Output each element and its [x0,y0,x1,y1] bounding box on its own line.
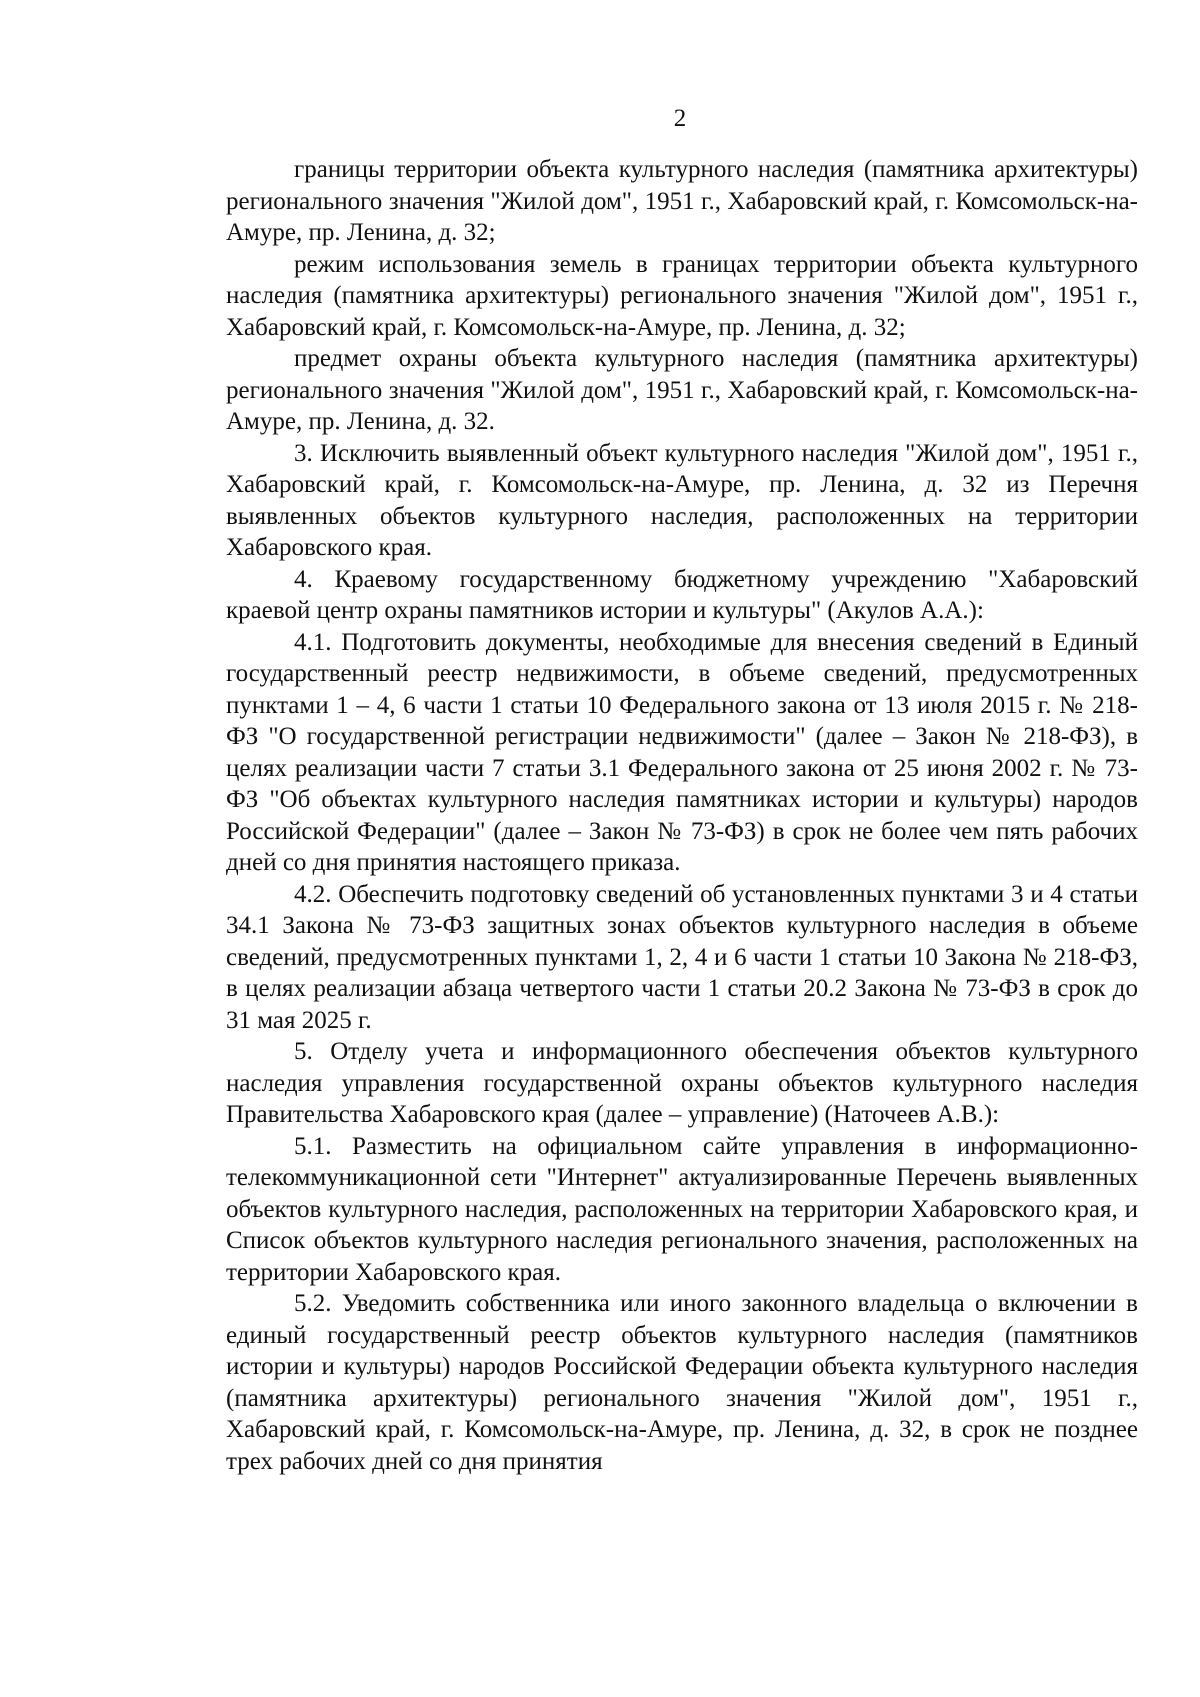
paragraph-land-use-regime: режим использования земель в границах территории объекта культурного наследия (памятника архитектуры) регионального значения "Жилой дом", 1951 г., Хабаровский край, г. Комсомольск-на-Амуре, пр. Ленина, д. 32; [226,250,1138,341]
paragraph-protection-subject: предмет охраны объекта культурного наследия (памятника архитектуры) регионального значения "Жилой дом", 1951 г., Хабаровский край, г. Комсомольск-на-Амуре, пр. Ленина, д. 32. [226,345,1138,435]
paragraph-item-4: 4. Краевому государственному бюджетному учреждению "Хабаровский краевой центр охраны памятников истории и культуры" (Акулов А.А.): [226,565,1138,624]
paragraph-item-4-1: 4.1. Подготовить документы, необходимые для внесения сведений в Единый государственный реестр недвижимости, в объеме сведений, предусмотренных пунктами 1 – 4, 6 части 1 статьи 10 Федерального закона от 13 июля 2015 г. № 218-ФЗ "О государственной регистрации недвижимости" (далее – Закон № 218-ФЗ), в целях реализации части 7 статьи 3.1 Федерального закона от 25 июня 2002 г. № 73-ФЗ "Об объектах культурного наследия памятниках истории и культуры) народов Российской Федерации" (далее – Закон № 73-ФЗ) в срок не более чем пять рабочих дней со дня принятия настоящего приказа. [226,628,1138,876]
document-body [226,154,1138,1477]
page-number: 2 [673,105,687,132]
paragraph-item-5-2: 5.2. Уведомить собственника или иного законного владельца о включении в единый государственный реестр объектов культурного наследия (памятников истории и культуры) народов Российской Федерации объекта культурного наследия (памятника архитектуры) регионального значения "Жилой дом", 1951 г., Хабаровский край, г. Комсомольск-на-Амуре, пр. Ленина, д. 32, в срок не позднее трех рабочих дней со дня принятия [226,1290,1138,1475]
paragraph-territory-boundaries: границы территории объекта культурного наследия (памятника архитектуры) регионального значения "Жилой дом", 1951 г., Хабаровский край, г. Комсомольск-на-Амуре, пр. Ленина, д. 32; [226,156,1138,246]
paragraph-item-5: 5. Отделу учета и информационного обеспечения объектов культурного наследия управления государственной охраны объектов культурного наследия Правительства Хабаровского края (далее – управление) (Наточеев А.В.): [226,1038,1138,1128]
paragraph-item-5-1: 5.1. Разместить на официальном сайте управления в информационно-телекоммуникационной сети "Интернет" актуализированные Перечень выявленных объектов культурного наследия, расположенных на территории Хабаровского края, и Список объектов культурного наследия регионального значения, расположенных на территории Хабаровского края. [226,1132,1138,1286]
paragraph-item-3: 3. Исключить выявленный объект культурного наследия "Жилой дом", 1951 г., Хабаровский край, г. Комсомольск-на-Амуре, пр. Ленина, д. 32 из Перечня выявленных объектов культурного наследия, расположенных на территории Хабаровского края. [226,439,1138,561]
paragraph-item-4-2: 4.2. Обеспечить подготовку сведений об установленных пунктами 3 и 4 статьи 34.1 Закона № 73-ФЗ защитных зонах объектов культурного наследия в объеме сведений, предусмотренных пунктами 1, 2, 4 и 6 части 1 статьи 10 Закона № 218-ФЗ, в целях реализации абзаца четвертого части 1 статьи 20.2 Закона № 73-ФЗ в срок до 31 мая 2025 г. [226,880,1138,1034]
